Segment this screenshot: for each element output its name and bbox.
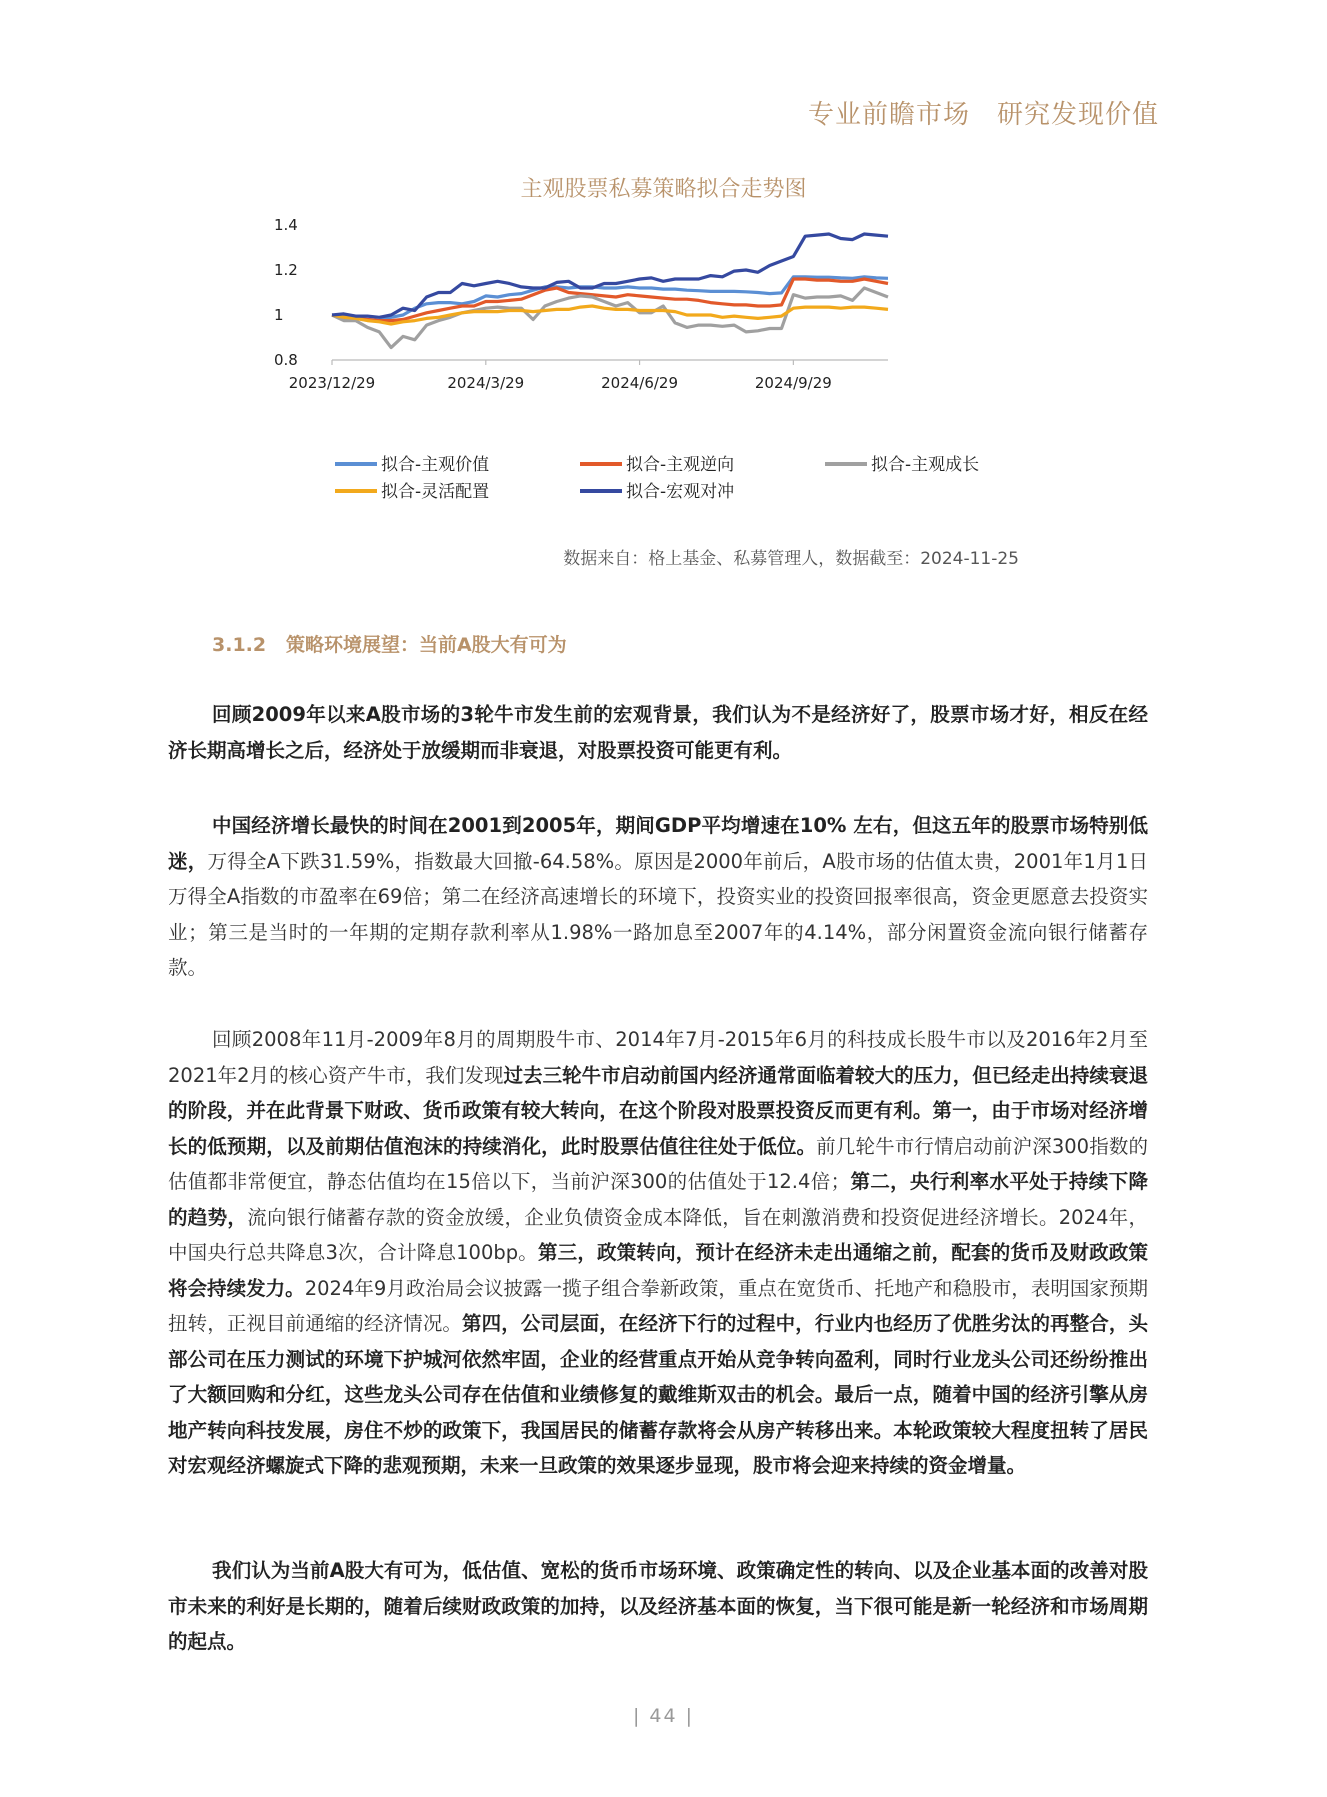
legend-label: 拟合-宏观对冲 xyxy=(626,482,735,502)
paragraph-3-segment: 回顾2008年11月-2009年8月的周期股牛市、2014年7月-2015年6月的科技成长股牛市以及2016年2月至2021年2月的核心资产牛市，我们发现 xyxy=(168,1028,1148,1087)
x-tick-label: 2024/3/29 xyxy=(447,374,525,392)
y-tick-label: 1 xyxy=(274,306,284,324)
page-number: | 44 | xyxy=(632,1705,695,1727)
paragraph-3-segment: 第四，公司层面，在经济下行的过程中，行业内也经历了优胜劣汰的再整合，头部公司在压力测试的环境下护城河依然牢固，企业的经营重点开始从竞争转向盈利，同时行业龙头公司还纷纷推出了大额回购和分红，这些龙头公司存在估值和业绩修复的戴维斯双击的机会。最后一点，随着中国的经济引擎从房地产转向科技发展，房住不炒的政策下，我国居民的储蓄存款将会从房产转移出来。本轮政策较大程度扭转了居民对宏观经济螺旋式下降的悲观预期，未来一旦政策的效果逐步显现，股市将会迎来持续的资金增量。 xyxy=(168,1312,1148,1477)
series-line-2 xyxy=(332,279,888,321)
legend-label: 拟合-主观成长 xyxy=(871,455,980,475)
paragraph-2 xyxy=(168,808,1148,986)
paragraph-2-segment: 万得全A下跌31.59%，指数最大回撤-64.58%。原因是2000年前后，A股市场的估值太贵，2001年1月1日万得全A指数的市盈率在69倍；第二在经济高速增长的环境下，投资实业的投资回报率很高，资金更愿意去投资实业；第三是当时的一年期的定期存款利率从1.98%一路加息至2007年的4.14%，部分闲置资金流向银行储蓄存款。 xyxy=(168,849,1148,979)
paragraph-3-segment: 第三，政策转向，预计在经济未走出通缩之前，配套的货币及财政政策将会持续发力。 xyxy=(168,1241,1148,1300)
section-heading xyxy=(212,630,567,657)
section-title: 策略环境展望：当前A股大有可为 xyxy=(285,634,567,656)
y-tick-label: 0.8 xyxy=(274,351,298,369)
paragraph-2-segment: 中国经济增长最快的时间在2001到2005年，期间GDP平均增速在10% 左右，但这五年的股票市场特别低迷， xyxy=(168,814,1148,873)
legend-label: 拟合-主观价值 xyxy=(381,455,490,475)
paragraph-3-segment: 第二，央行利率水平处于持续下降的趋势， xyxy=(168,1170,1148,1229)
paragraph-4 xyxy=(168,1553,1148,1660)
y-tick-label: 1.4 xyxy=(274,216,298,234)
x-tick-label: 2024/9/29 xyxy=(754,374,832,392)
paragraph-3-segment: 过去三轮牛市启动前国内经济通常面临着较大的压力，但已经走出持续衰退的阶段，并在此背景下财政、货币政策有较大转向，在这个阶段对股票投资反而更有利。第一，由于市场对经济增长的低预期，以及前期估值泡沫的持续消化，此时股票估值往往处于低位。 xyxy=(168,1063,1148,1158)
paragraph-3 xyxy=(168,1022,1148,1484)
paragraph-3-segment: 流向银行储蓄存款的资金放缓，企业负债资金成本降低，旨在刺激消费和投资促进经济增长。2024年，中国央行总共降息3次，合计降息100bp。 xyxy=(168,1205,1148,1264)
paragraph-3-segment: 前几轮牛市行情启动前沪深300指数的估值都非常便宜，静态估值均在15倍以下，当前沪深300的估值处于12.4倍； xyxy=(168,1134,1148,1193)
section-number: 3.1.2 xyxy=(212,634,267,656)
x-tick-label: 2023/12/29 xyxy=(288,374,376,392)
paragraph-3-segment: 2024年9月政治局会议披露一揽子组合拳新政策，重点在宽货币、托地产和稳股市，表明国家预期扭转，正视目前通缩的经济情况。 xyxy=(168,1276,1148,1335)
strategy-trend-chart xyxy=(270,205,1050,505)
header-tagline: 专业前瞻市场 研究发现价值 xyxy=(807,100,1159,130)
paragraph-1-segment: 回顾2009年以来A股市场的3轮牛市发生前的宏观背景，我们认为不是经济好了，股票市场才好，相反在经济长期高增长之后，经济处于放缓期而非衰退，对股票投资可能更有利。 xyxy=(168,703,1148,762)
x-tick-label: 2024/6/29 xyxy=(601,374,679,392)
y-tick-label: 1.2 xyxy=(274,261,298,279)
paragraph-4-segment: 我们认为当前A股大有可为，低估值、宽松的货币市场环境、政策确定性的转向、以及企业基本面的改善对股市未来的利好是长期的，随着后续财政政策的加持，以及经济基本面的恢复，当下很可能是新一轮经济和市场周期的起点。 xyxy=(168,1559,1148,1653)
paragraph-1 xyxy=(168,697,1148,768)
source-note: 数据来自：格上基金、私募管理人，数据截至：2024-11-25 xyxy=(563,549,1019,569)
chart-title: 主观股票私募策略拟合走势图 xyxy=(520,177,807,202)
legend-label: 拟合-主观逆向 xyxy=(626,455,735,475)
legend-label: 拟合-灵活配置 xyxy=(381,482,490,502)
